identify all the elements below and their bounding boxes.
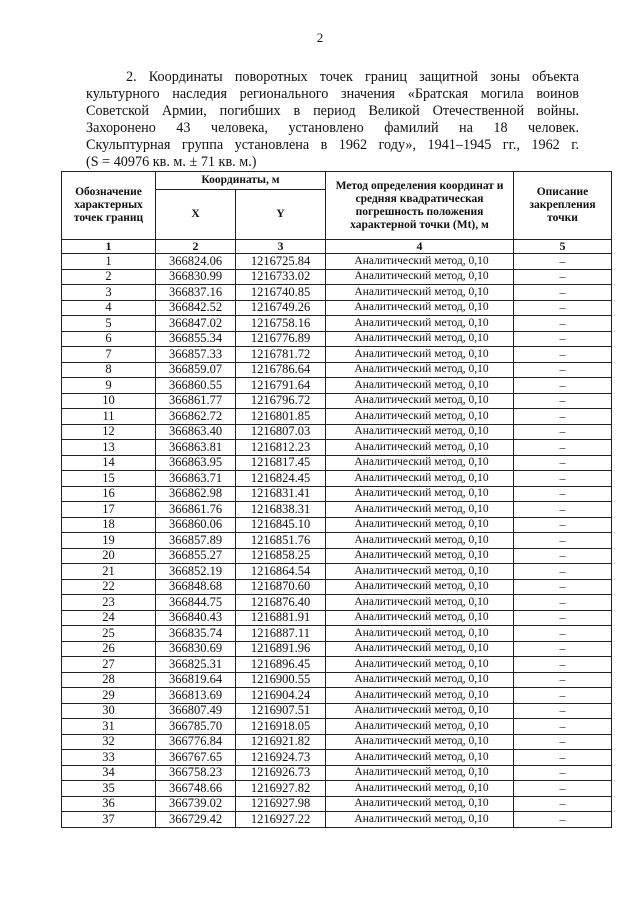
table-row [62,641,612,657]
table-row [62,362,612,378]
method-cell: Аналитический метод, 0,10 [326,455,514,471]
method-cell: Аналитический метод, 0,10 [326,331,514,347]
point-number-cell: 7 [62,347,156,363]
x-coordinate-cell: 366863.71 [156,471,236,487]
x-coordinate-cell: 366813.69 [156,688,236,704]
method-cell: Аналитический метод, 0,10 [326,750,514,766]
description-cell: – [514,300,612,316]
y-coordinate-cell: 1216896.45 [236,657,326,673]
point-number-cell: 8 [62,362,156,378]
description-cell: – [514,641,612,657]
point-number-cell: 28 [62,672,156,688]
description-cell: – [514,378,612,394]
y-coordinate-cell: 1216786.64 [236,362,326,378]
method-cell: Аналитический метод, 0,10 [326,424,514,440]
description-cell: – [514,703,612,719]
table-row [62,347,612,363]
column-number: 5 [514,240,612,254]
method-cell: Аналитический метод, 0,10 [326,393,514,409]
method-cell: Аналитический метод, 0,10 [326,254,514,270]
point-number-cell: 19 [62,533,156,549]
x-coordinate-cell: 366847.02 [156,316,236,332]
table-row [62,657,612,673]
point-number-cell: 9 [62,378,156,394]
description-cell: – [514,409,612,425]
point-number-cell: 18 [62,517,156,533]
x-coordinate-cell: 366835.74 [156,626,236,642]
description-cell: – [514,657,612,673]
method-cell: Аналитический метод, 0,10 [326,595,514,611]
table-row [62,812,612,828]
y-coordinate-cell: 1216758.16 [236,316,326,332]
method-cell: Аналитический метод, 0,10 [326,796,514,812]
point-number-cell: 25 [62,626,156,642]
method-cell: Аналитический метод, 0,10 [326,734,514,750]
header-point: Обозначение характерных точек границ [62,172,156,240]
x-coordinate-cell: 366855.34 [156,331,236,347]
y-coordinate-cell: 1216864.54 [236,564,326,580]
method-cell: Аналитический метод, 0,10 [326,657,514,673]
y-coordinate-cell: 1216796.72 [236,393,326,409]
table-row [62,734,612,750]
description-cell: – [514,424,612,440]
x-coordinate-cell: 366807.49 [156,703,236,719]
point-number-cell: 30 [62,703,156,719]
description-cell: – [514,486,612,502]
header-x: X [156,190,236,240]
point-number-cell: 20 [62,548,156,564]
method-cell: Аналитический метод, 0,10 [326,502,514,518]
point-number-cell: 4 [62,300,156,316]
table-row [62,719,612,735]
x-coordinate-cell: 366861.76 [156,502,236,518]
description-cell: – [514,316,612,332]
method-cell: Аналитический метод, 0,10 [326,347,514,363]
table-row [62,424,612,440]
x-coordinate-cell: 366842.52 [156,300,236,316]
description-cell: – [514,595,612,611]
point-number-cell: 11 [62,409,156,425]
description-cell: – [514,471,612,487]
method-cell: Аналитический метод, 0,10 [326,610,514,626]
table-row [62,486,612,502]
description-cell: – [514,254,612,270]
x-coordinate-cell: 366862.72 [156,409,236,425]
y-coordinate-cell: 1216924.73 [236,750,326,766]
point-number-cell: 24 [62,610,156,626]
method-cell: Аналитический метод, 0,10 [326,316,514,332]
y-coordinate-cell: 1216887.11 [236,626,326,642]
y-coordinate-cell: 1216838.31 [236,502,326,518]
x-coordinate-cell: 366848.68 [156,579,236,595]
y-coordinate-cell: 1216918.05 [236,719,326,735]
table-row [62,626,612,642]
y-coordinate-cell: 1216807.03 [236,424,326,440]
table-row [62,269,612,285]
table-row [62,672,612,688]
table-row [62,316,612,332]
method-cell: Аналитический метод, 0,10 [326,471,514,487]
column-number: 2 [156,240,236,254]
x-coordinate-cell: 366863.95 [156,455,236,471]
y-coordinate-cell: 1216776.89 [236,331,326,347]
y-coordinate-cell: 1216812.23 [236,440,326,456]
method-cell: Аналитический метод, 0,10 [326,486,514,502]
y-coordinate-cell: 1216801.85 [236,409,326,425]
column-number: 3 [236,240,326,254]
point-number-cell: 29 [62,688,156,704]
table-row [62,300,612,316]
method-cell: Аналитический метод, 0,10 [326,641,514,657]
x-coordinate-cell: 366860.55 [156,378,236,394]
method-cell: Аналитический метод, 0,10 [326,517,514,533]
x-coordinate-cell: 366863.40 [156,424,236,440]
point-number-cell: 15 [62,471,156,487]
method-cell: Аналитический метод, 0,10 [326,269,514,285]
table-row [62,781,612,797]
method-cell: Аналитический метод, 0,10 [326,672,514,688]
coordinates-table [61,171,612,828]
method-cell: Аналитический метод, 0,10 [326,300,514,316]
x-coordinate-cell: 366785.70 [156,719,236,735]
page-number: 2 [316,30,324,45]
description-cell: – [514,719,612,735]
description-cell: – [514,393,612,409]
table-row [62,564,612,580]
intro-line: (S = 40976 кв. м. ± 71 кв. м.) [86,154,257,170]
point-number-cell: 21 [62,564,156,580]
y-coordinate-cell: 1216927.82 [236,781,326,797]
point-number-cell: 17 [62,502,156,518]
column-number: 4 [326,240,514,254]
description-cell: – [514,440,612,456]
description-cell: – [514,750,612,766]
description-cell: – [514,672,612,688]
method-cell: Аналитический метод, 0,10 [326,440,514,456]
description-cell: – [514,269,612,285]
table-row [62,533,612,549]
method-cell: Аналитический метод, 0,10 [326,548,514,564]
table-row [62,378,612,394]
point-number-cell: 12 [62,424,156,440]
y-coordinate-cell: 1216858.25 [236,548,326,564]
y-coordinate-cell: 1216845.10 [236,517,326,533]
table-row [62,610,612,626]
method-cell: Аналитический метод, 0,10 [326,362,514,378]
point-number-cell: 1 [62,254,156,270]
x-coordinate-cell: 366748.66 [156,781,236,797]
point-number-cell: 16 [62,486,156,502]
x-coordinate-cell: 366840.43 [156,610,236,626]
header-description: Описание закрепления точки [514,172,612,240]
point-number-cell: 2 [62,269,156,285]
y-coordinate-cell: 1216926.73 [236,765,326,781]
description-cell: – [514,610,612,626]
table-row [62,285,612,301]
table-row [62,517,612,533]
intro-paragraph [86,69,579,171]
table-row [62,440,612,456]
x-coordinate-cell: 366729.42 [156,812,236,828]
description-cell: – [514,455,612,471]
x-coordinate-cell: 366860.06 [156,517,236,533]
y-coordinate-cell: 1216881.91 [236,610,326,626]
intro-line: Скульптурная группа установлена в 1962 году», 1941–1945 гг., 1962 г. [86,137,579,153]
method-cell: Аналитический метод, 0,10 [326,719,514,735]
description-cell: – [514,765,612,781]
intro-line: Захоронено 43 человека, установлено фамилий на 18 человек. [86,120,579,136]
point-number-cell: 33 [62,750,156,766]
y-coordinate-cell: 1216927.22 [236,812,326,828]
point-number-cell: 6 [62,331,156,347]
x-coordinate-cell: 366767.65 [156,750,236,766]
x-coordinate-cell: 366844.75 [156,595,236,611]
y-coordinate-cell: 1216876.40 [236,595,326,611]
point-number-cell: 10 [62,393,156,409]
y-coordinate-cell: 1216791.64 [236,378,326,394]
table-row [62,796,612,812]
x-coordinate-cell: 366739.02 [156,796,236,812]
y-coordinate-cell: 1216781.72 [236,347,326,363]
x-coordinate-cell: 366776.84 [156,734,236,750]
y-coordinate-cell: 1216907.51 [236,703,326,719]
x-coordinate-cell: 366857.89 [156,533,236,549]
y-coordinate-cell: 1216891.96 [236,641,326,657]
description-cell: – [514,331,612,347]
y-coordinate-cell: 1216851.76 [236,533,326,549]
y-coordinate-cell: 1216740.85 [236,285,326,301]
point-number-cell: 22 [62,579,156,595]
description-cell: – [514,548,612,564]
point-number-cell: 14 [62,455,156,471]
intro-line: 2. Координаты поворотных точек границ защитной зоны объекта [126,69,579,85]
description-cell: – [514,564,612,580]
method-cell: Аналитический метод, 0,10 [326,564,514,580]
point-number-cell: 3 [62,285,156,301]
y-coordinate-cell: 1216725.84 [236,254,326,270]
table-row [62,393,612,409]
table-body [62,254,612,828]
table-row [62,703,612,719]
method-cell: Аналитический метод, 0,10 [326,626,514,642]
point-number-cell: 23 [62,595,156,611]
method-cell: Аналитический метод, 0,10 [326,688,514,704]
x-coordinate-cell: 366857.33 [156,347,236,363]
table-row [62,765,612,781]
method-cell: Аналитический метод, 0,10 [326,285,514,301]
point-number-cell: 36 [62,796,156,812]
header-method: Метод определения координат и средняя квадратическая погрешность положения характерной точки (Mt), м [326,172,514,240]
y-coordinate-cell: 1216824.45 [236,471,326,487]
x-coordinate-cell: 366819.64 [156,672,236,688]
x-coordinate-cell: 366825.31 [156,657,236,673]
method-cell: Аналитический метод, 0,10 [326,765,514,781]
x-coordinate-cell: 366837.16 [156,285,236,301]
y-coordinate-cell: 1216733.02 [236,269,326,285]
method-cell: Аналитический метод, 0,10 [326,781,514,797]
point-number-cell: 27 [62,657,156,673]
header-y: Y [236,190,326,240]
y-coordinate-cell: 1216749.26 [236,300,326,316]
y-coordinate-cell: 1216900.55 [236,672,326,688]
x-coordinate-cell: 366859.07 [156,362,236,378]
method-cell: Аналитический метод, 0,10 [326,703,514,719]
description-cell: – [514,781,612,797]
description-cell: – [514,734,612,750]
method-cell: Аналитический метод, 0,10 [326,533,514,549]
method-cell: Аналитический метод, 0,10 [326,812,514,828]
intro-line: культурного наследия регионального значения «Братская могила воинов [86,86,579,102]
table-row [62,688,612,704]
intro-line: Советской Армии, погибших в период Великой Отечественной войны. [86,103,579,119]
y-coordinate-cell: 1216831.41 [236,486,326,502]
column-number: 1 [62,240,156,254]
point-number-cell: 35 [62,781,156,797]
description-cell: – [514,285,612,301]
x-coordinate-cell: 366830.99 [156,269,236,285]
table-row [62,595,612,611]
table-row [62,471,612,487]
x-coordinate-cell: 366830.69 [156,641,236,657]
table-row [62,750,612,766]
table-row [62,331,612,347]
x-coordinate-cell: 366861.77 [156,393,236,409]
y-coordinate-cell: 1216927.98 [236,796,326,812]
table-row [62,579,612,595]
description-cell: – [514,502,612,518]
description-cell: – [514,347,612,363]
description-cell: – [514,796,612,812]
table-row [62,502,612,518]
description-cell: – [514,517,612,533]
method-cell: Аналитический метод, 0,10 [326,409,514,425]
description-cell: – [514,533,612,549]
description-cell: – [514,688,612,704]
x-coordinate-cell: 366852.19 [156,564,236,580]
header-coordinates: Координаты, м [156,172,326,190]
x-coordinate-cell: 366863.81 [156,440,236,456]
description-cell: – [514,579,612,595]
point-number-cell: 34 [62,765,156,781]
point-number-cell: 37 [62,812,156,828]
point-number-cell: 5 [62,316,156,332]
y-coordinate-cell: 1216904.24 [236,688,326,704]
point-number-cell: 13 [62,440,156,456]
description-cell: – [514,362,612,378]
x-coordinate-cell: 366862.98 [156,486,236,502]
table-row [62,254,612,270]
description-cell: – [514,812,612,828]
y-coordinate-cell: 1216921.82 [236,734,326,750]
description-cell: – [514,626,612,642]
y-coordinate-cell: 1216870.60 [236,579,326,595]
y-coordinate-cell: 1216817.45 [236,455,326,471]
x-coordinate-cell: 366824.06 [156,254,236,270]
method-cell: Аналитический метод, 0,10 [326,378,514,394]
table-row [62,548,612,564]
method-cell: Аналитический метод, 0,10 [326,579,514,595]
table-row [62,455,612,471]
x-coordinate-cell: 366855.27 [156,548,236,564]
x-coordinate-cell: 366758.23 [156,765,236,781]
point-number-cell: 32 [62,734,156,750]
point-number-cell: 26 [62,641,156,657]
table-row [62,409,612,425]
point-number-cell: 31 [62,719,156,735]
